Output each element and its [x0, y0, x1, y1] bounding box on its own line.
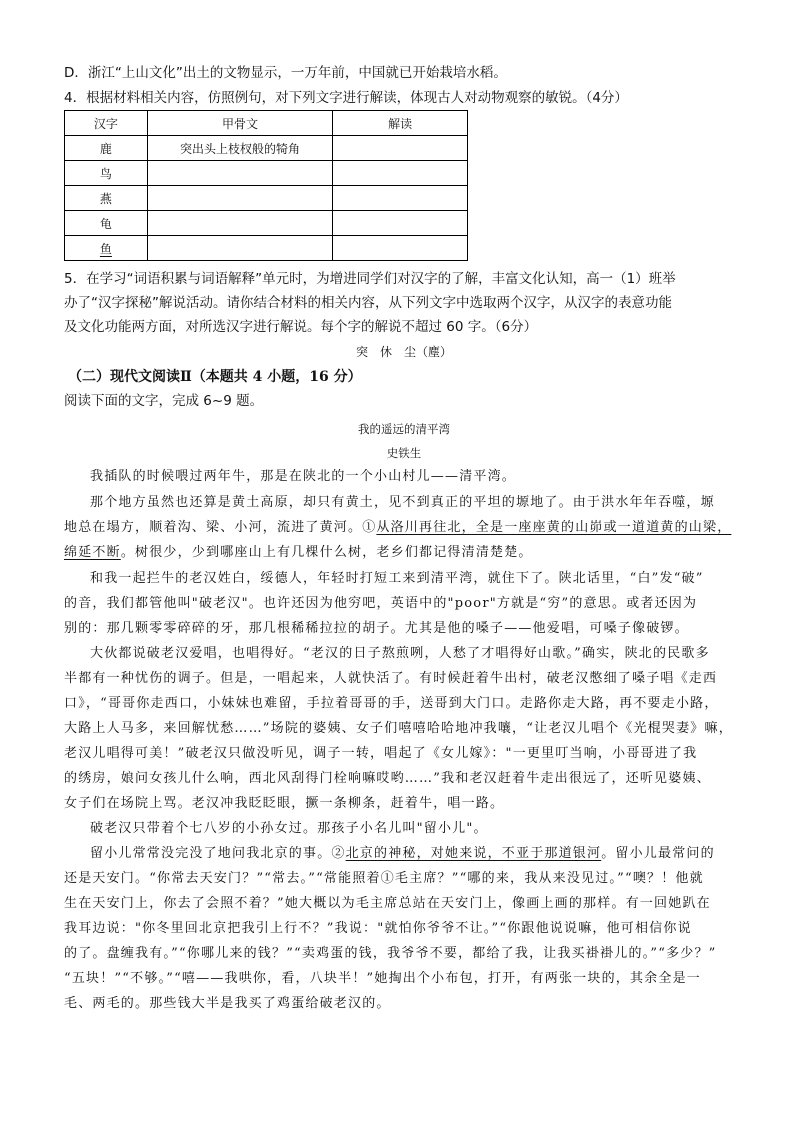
question-5-line: 5．在学习“词语积累与词语解释”单元时，为增进同学们对汉字的了解，丰富文化认知，高一（1）班举 — [64, 271, 676, 287]
table-cell-char: 龟 — [65, 211, 148, 236]
paragraph-line: 还是天安门。“你常去天安门？”“常去。”“常能照着①毛主席？”“哪的来，我从来没见过。”“噢？！他就 — [64, 871, 704, 886]
paragraph-line: 口》，“哥哥你走西口，小妹妹也难留，手拉着哥哥的手，送哥到大门口。走路你走大路，再不要走小路， — [64, 696, 719, 711]
section-heading: （二）现代文阅读Ⅱ（本题共 4 小题，16 分） — [68, 369, 362, 385]
table-row — [65, 161, 468, 186]
text-span: 。树很少，少到哪座山上有几棵什么树，老乡们都记得清清楚楚。 — [120, 545, 533, 560]
table-header-row — [65, 111, 468, 136]
question-5-line: 及文化功能两方面，对所选汉字进行解说。每个字的解说不超过 60 字。（6分） — [64, 319, 538, 335]
underlined-sentence-2: 北京的神秘，对她来说，不亚于那道银河 — [345, 846, 602, 861]
table-cell-reading — [333, 186, 468, 211]
table-cell-oracle — [147, 236, 333, 261]
paragraph-line: 的了。盘缠我有。”“你哪儿来的钱？”“卖鸡蛋的钱，我爷爷不要，都给了我，让我买褂褂儿的。”“多少？” — [64, 946, 717, 961]
question-5-line: 办了“汉字探秘”解说活动。请你结合材料的相关内容，从下列文字中选取两个汉字，从汉字的表意功能 — [64, 295, 672, 311]
paragraph-line: 我插队的时候喂过两年牛，那是在陕北的一个小山村儿——清平湾。 — [90, 469, 517, 484]
table-cell-oracle — [147, 161, 333, 186]
paragraph-line: 的绣房，娘问女孩儿什么响，西北风刮得门栓响嘛哎哟……”我和老汉赶着牛走出很远了，还听见婆姨、 — [64, 771, 711, 786]
table-cell-char: 鹿 — [65, 136, 148, 161]
character-table — [64, 110, 468, 261]
paragraph-line: 大路上人马多，来回解忧愁……”场院的婆姨、女子们嘻嘻哈哈地冲我嚷，“让老汉儿唱个《光棍哭妻》嘛， — [64, 721, 733, 736]
table-row — [65, 211, 468, 236]
underlined-sentence-1: 从洛川再往北，全是一座座黄的山峁或一道道黄的山梁， — [376, 520, 732, 535]
table-cell-reading — [333, 161, 468, 186]
text-span: 地总在塌方，顺着沟、梁、小河，流进了黄河。① — [64, 520, 377, 535]
paragraph-line: 毛、两毛的。那些钱大半是我买了鸡蛋给破老汉的。 — [64, 996, 391, 1011]
table-cell-oracle: 突出头上枝杈般的犄角 — [147, 136, 333, 161]
question-4-prompt: 4．根据材料相关内容，仿照例句，对下列文字进行解读，体现古人对动物观察的敏锐。（4分） — [64, 90, 628, 106]
table-header: 汉字 — [65, 111, 148, 136]
table-cell-reading — [333, 136, 468, 161]
table-row — [65, 186, 468, 211]
table-cell-char: 鸟 — [65, 161, 148, 186]
paragraph-line — [90, 845, 715, 863]
paragraph-line: 老汉儿唱得可美！”破老汉只做没听见，调子一转，唱起了《女儿嫁》："一更里叮当响，小哥哥进了我 — [64, 746, 698, 761]
option-d: D．浙江“上山文化”出土的文物显示，一万年前，中国就已开始栽培水稻。 — [64, 65, 507, 81]
table-row — [65, 236, 468, 261]
section-instruction: 阅读下面的文字，完成 6~9 题。 — [64, 393, 264, 409]
question-5-characters: 突 休 尘（塵） — [355, 345, 452, 359]
table-cell-char: 燕 — [65, 186, 148, 211]
table-cell-oracle — [147, 211, 333, 236]
paragraph-line: 和我一起拦牛的老汉姓白，绥德人，年轻时打短工来到清平湾，就住下了。陕北话里，“白”发“破” — [90, 571, 704, 586]
table-cell-char: 鱼 — [65, 236, 148, 261]
paragraph-line: 那个地方虽然也还算是黄土高原，却只有黄土，见不到真正的平坦的塬地了。由于洪水年年吞噬，塬 — [90, 495, 715, 510]
paragraph-line: 半都有一种忧伤的调子。但是，一唱起来，人就快活了。有时候赶着牛出村，破老汉憋细了嗓子唱《走西 — [64, 671, 718, 686]
paragraph-line: 女子们在场院上骂。老汉冲我眨眨眼，撅一条柳条，赶着牛，唱一路。 — [64, 796, 505, 811]
text-span: 留小儿常常没完没了地问我北京的事。② — [90, 846, 346, 861]
paragraph-line: 破老汉只带着个七八岁的小孙女过。那孩子小名儿叫"留小儿"。 — [90, 821, 488, 836]
paragraph-line: 我耳边说："你冬里回北京把我引上行不？”我说："就怕你爷爷不让。”“你跟他说说嘛，他可相信你说 — [64, 921, 692, 936]
paragraph-line: “五块！”“不够。”“嘻——我哄你，看，八块半！”她掏出个小布包，打开，有两张一块的，其余全是一 — [64, 971, 701, 986]
table-row — [65, 136, 468, 161]
paragraph-line: 大伙都说破老汉爱唱，也唱得好。“老汉的日子熬煎咧，人愁了才唱得好山歌。”确实，陕北的民歌多 — [90, 646, 710, 661]
underlined-sentence-1-end: 绵延不断 — [64, 545, 121, 560]
paragraph-line — [64, 519, 731, 537]
paragraph-line: 别的：那几颗零零碎碎的牙，那几根稀稀拉拉的胡子。尤其是他的嗓子——他爱唱，可嗓子像破锣。 — [64, 621, 689, 636]
table-header: 解读 — [333, 111, 468, 136]
paragraph-line: 生在天安门上，你去了会照不着？”她大概以为毛主席总站在天安门上，像画上画的那样。有一回她趴在 — [64, 896, 711, 911]
text-span: 。留小儿最常问的 — [601, 846, 715, 861]
table-cell-reading — [333, 236, 468, 261]
table-header: 甲骨文 — [147, 111, 333, 136]
table-cell-oracle — [147, 186, 333, 211]
article-title: 我的遥远的清平湾 — [358, 422, 450, 436]
paragraph-line — [64, 544, 533, 562]
paragraph-line: 的音，我们都管他叫"破老汉"。也许还因为他穷吧，英语中的"poor"方就是“穷”的意思。或者还因为 — [64, 596, 698, 611]
article-author: 史铁生 — [386, 446, 422, 460]
table-cell-reading — [333, 211, 468, 236]
